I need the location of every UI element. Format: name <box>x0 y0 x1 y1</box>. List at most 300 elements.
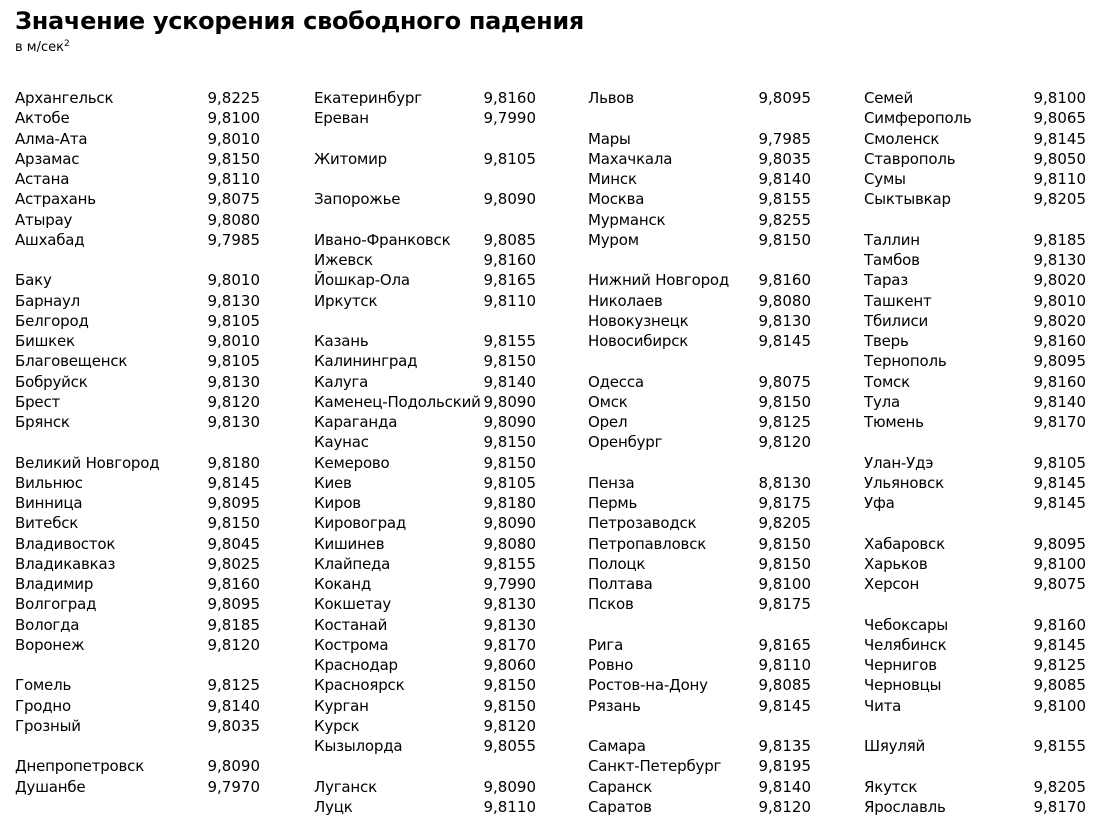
table-row <box>15 675 260 695</box>
table-row <box>588 513 811 533</box>
table-row <box>314 291 536 311</box>
table-row <box>588 88 811 108</box>
city-name: Гомель <box>15 676 72 695</box>
blank-row <box>314 210 536 230</box>
table-row <box>314 270 536 290</box>
table-row <box>588 696 811 716</box>
gravity-value: 9,8205 <box>1033 190 1086 209</box>
gravity-value: 9,8180 <box>483 494 536 512</box>
gravity-value: 9,8080 <box>758 291 811 310</box>
gravity-value: 9,8025 <box>207 554 260 573</box>
city-name: Тараз <box>864 271 909 290</box>
city-name: Вологда <box>15 615 80 634</box>
city-name: Орел <box>588 413 628 431</box>
gravity-value: 9,8170 <box>483 635 536 654</box>
gravity-value: 9,8085 <box>1033 676 1086 695</box>
table-row <box>588 270 811 290</box>
gravity-value: 9,8140 <box>758 777 811 796</box>
gravity-value: 9,8090 <box>483 514 536 533</box>
gravity-value: 9,8045 <box>207 534 260 553</box>
city-name: Харьков <box>864 554 928 573</box>
city-name: Уфа <box>864 494 895 512</box>
city-name: Чернигов <box>864 656 937 674</box>
city-name: Якутск <box>864 777 918 796</box>
table-row <box>588 493 811 513</box>
city-name: Томск <box>864 372 910 391</box>
table-row <box>864 392 1086 412</box>
table-row <box>864 736 1086 756</box>
table-row <box>864 270 1086 290</box>
gravity-value: 9,8090 <box>207 757 260 776</box>
table-row <box>588 169 811 189</box>
city-name: Архангельск <box>15 89 114 107</box>
gravity-value: 9,8130 <box>483 615 536 634</box>
city-name: Арзамас <box>15 149 80 168</box>
city-name: Чита <box>864 696 902 715</box>
city-name: Чебоксары <box>864 615 949 634</box>
city-name: Хабаровск <box>864 534 945 553</box>
city-name: Ярославль <box>864 797 946 816</box>
city-name: Ивано-Франковск <box>314 230 451 249</box>
city-name: Владивосток <box>15 534 116 553</box>
city-name: Омск <box>588 392 628 411</box>
city-name: Сумы <box>864 170 906 188</box>
gravity-value: 9,8060 <box>483 656 536 674</box>
city-name: Новосибирск <box>588 332 689 350</box>
gravity-value: 9,8160 <box>207 575 260 593</box>
table-row <box>15 473 260 493</box>
gravity-value: 9,8125 <box>1033 656 1086 674</box>
city-name: Кызылорда <box>314 737 403 755</box>
table-row <box>864 574 1086 594</box>
city-name: Калуга <box>314 372 369 391</box>
city-name: Каменец-Подольский <box>314 392 481 411</box>
city-name: Йошкар-Ола <box>314 271 410 290</box>
gravity-value: 9,8170 <box>1033 413 1086 431</box>
gravity-value: 9,8100 <box>1033 89 1086 107</box>
table-row <box>15 129 260 149</box>
blank-row <box>864 210 1086 230</box>
blank-row <box>15 736 260 756</box>
city-name: Кокшетау <box>314 595 392 614</box>
city-name: Смоленск <box>864 129 940 148</box>
city-name: Благовещенск <box>15 352 128 371</box>
table-row <box>314 453 536 473</box>
gravity-value: 9,8075 <box>1033 575 1086 593</box>
gravity-value: 9,8090 <box>483 777 536 796</box>
city-name: Псков <box>588 595 634 614</box>
gravity-value: 9,8120 <box>207 392 260 411</box>
table-row <box>588 392 811 412</box>
table-row <box>314 797 536 817</box>
table-row <box>864 169 1086 189</box>
table-row <box>588 594 811 614</box>
gravity-value: 9,8100 <box>1033 696 1086 715</box>
city-name: Астана <box>15 170 70 188</box>
gravity-value: 9,8145 <box>207 473 260 492</box>
table-row <box>314 635 536 655</box>
gravity-value: 9,8160 <box>483 251 536 269</box>
table-row <box>588 675 811 695</box>
blank-row <box>864 513 1086 533</box>
city-name: Ташкент <box>864 291 932 310</box>
blank-row <box>864 716 1086 736</box>
gravity-value: 9,8175 <box>758 494 811 512</box>
table-row <box>588 372 811 392</box>
table-row <box>15 554 260 574</box>
city-column-2 <box>314 88 536 817</box>
city-name: Калининград <box>314 352 418 371</box>
gravity-value: 9,8090 <box>483 413 536 431</box>
gravity-value: 9,8125 <box>758 413 811 431</box>
gravity-value: 9,8185 <box>1033 230 1086 249</box>
gravity-value: 9,8075 <box>758 372 811 391</box>
table-row <box>864 108 1086 128</box>
table-row <box>314 108 536 128</box>
table-row <box>314 412 536 432</box>
gravity-value: 9,8150 <box>758 230 811 249</box>
gravity-value: 9,8110 <box>483 291 536 310</box>
table-row <box>864 473 1086 493</box>
city-name: Ереван <box>314 109 369 128</box>
table-row <box>15 777 260 797</box>
city-name: Оренбург <box>588 433 663 452</box>
table-row <box>15 149 260 169</box>
table-row <box>588 291 811 311</box>
city-name: Новокузнецк <box>588 311 689 330</box>
blank-row <box>15 655 260 675</box>
gravity-value: 9,8095 <box>758 89 811 107</box>
gravity-value: 9,8155 <box>758 190 811 209</box>
city-name: Костанай <box>314 615 388 634</box>
city-name: Ашхабад <box>15 230 85 249</box>
gravity-value: 9,8065 <box>1033 109 1086 128</box>
gravity-value: 9,8150 <box>483 352 536 371</box>
units-subtitle <box>15 40 70 55</box>
gravity-value: 9,8010 <box>207 271 260 290</box>
gravity-value: 9,8225 <box>207 89 260 107</box>
gravity-value: 9,8150 <box>483 433 536 452</box>
gravity-value: 9,8010 <box>207 332 260 350</box>
city-name: Ульяновск <box>864 473 944 492</box>
city-name: Киров <box>314 494 361 512</box>
city-name: Одесса <box>588 372 644 391</box>
blank-row <box>864 432 1086 452</box>
city-name: Ижевск <box>314 251 373 269</box>
city-name: Тернополь <box>864 352 947 371</box>
gravity-value: 9,8095 <box>1033 352 1086 371</box>
table-row <box>15 291 260 311</box>
city-name: Баку <box>15 271 52 290</box>
city-name: Казань <box>314 332 369 350</box>
city-name: Бобруйск <box>15 372 88 391</box>
city-name: Винница <box>15 494 83 512</box>
city-name: Тверь <box>864 332 909 350</box>
table-row <box>15 210 260 230</box>
gravity-value: 9,8175 <box>758 595 811 614</box>
gravity-value: 9,7985 <box>207 230 260 249</box>
table-row <box>15 412 260 432</box>
table-row <box>864 311 1086 331</box>
gravity-value: 9,8105 <box>483 473 536 492</box>
table-row <box>864 635 1086 655</box>
gravity-value: 9,8180 <box>207 453 260 472</box>
city-name: Самара <box>588 737 646 755</box>
blank-row <box>864 594 1086 614</box>
city-name: Атырау <box>15 210 73 229</box>
table-row <box>864 554 1086 574</box>
city-name: Тюмень <box>864 413 924 431</box>
gravity-value: 9,8255 <box>758 210 811 229</box>
table-row <box>15 311 260 331</box>
gravity-value: 9,8160 <box>1033 332 1086 350</box>
city-column-3 <box>588 88 811 817</box>
blank-row <box>15 250 260 270</box>
gravity-value: 9,8165 <box>758 635 811 654</box>
city-name: Клайпеда <box>314 554 391 573</box>
gravity-value: 9,8105 <box>207 311 260 330</box>
table-row <box>588 554 811 574</box>
city-name: Краснодар <box>314 656 398 674</box>
city-name: Рязань <box>588 696 641 715</box>
gravity-value: 9,8105 <box>207 352 260 371</box>
table-row <box>314 331 536 351</box>
city-name: Воронеж <box>15 635 85 654</box>
gravity-value: 9,8155 <box>483 332 536 350</box>
gravity-value: 9,8095 <box>207 494 260 512</box>
city-name: Алма-Ата <box>15 129 88 148</box>
gravity-value: 9,8140 <box>207 696 260 715</box>
table-row <box>15 270 260 290</box>
table-row <box>314 351 536 371</box>
city-name: Коканд <box>314 575 372 593</box>
table-row <box>15 696 260 716</box>
city-name: Витебск <box>15 514 79 533</box>
gravity-value: 9,7970 <box>207 777 260 796</box>
city-name: Луцк <box>314 797 353 816</box>
table-row <box>588 189 811 209</box>
city-name: Мурманск <box>588 210 666 229</box>
city-name: Ровно <box>588 656 634 674</box>
blank-row <box>588 716 811 736</box>
city-name: Минск <box>588 170 637 188</box>
gravity-value: 9,7990 <box>483 575 536 593</box>
table-row <box>15 574 260 594</box>
blank-row <box>588 615 811 635</box>
table-row <box>15 351 260 371</box>
gravity-value: 9,7985 <box>758 129 811 148</box>
blank-row <box>314 169 536 189</box>
gravity-value: 9,8120 <box>483 716 536 735</box>
city-column-4 <box>864 88 1086 817</box>
city-name: Полтава <box>588 575 653 593</box>
gravity-value: 9,8150 <box>207 514 260 533</box>
blank-row <box>864 756 1086 776</box>
table-row <box>588 412 811 432</box>
table-row <box>314 696 536 716</box>
gravity-value: 9,8090 <box>483 190 536 209</box>
table-row <box>864 655 1086 675</box>
gravity-value: 9,8020 <box>1033 271 1086 290</box>
gravity-value: 9,8090 <box>483 392 536 411</box>
city-name: Курск <box>314 716 360 735</box>
table-row <box>15 615 260 635</box>
city-name: Пенза <box>588 473 635 492</box>
table-row <box>864 250 1086 270</box>
city-name: Петрозаводск <box>588 514 697 533</box>
table-row <box>864 331 1086 351</box>
table-row <box>588 635 811 655</box>
city-name: Тамбов <box>864 251 920 269</box>
city-name: Владикавказ <box>15 554 116 573</box>
table-row <box>864 777 1086 797</box>
table-row <box>588 473 811 493</box>
table-row <box>864 412 1086 432</box>
table-row <box>15 88 260 108</box>
gravity-value: 9,8085 <box>483 230 536 249</box>
gravity-value: 9,8150 <box>758 534 811 553</box>
table-row <box>864 696 1086 716</box>
blank-row <box>314 756 536 776</box>
table-row <box>314 189 536 209</box>
table-row <box>15 453 260 473</box>
table-row <box>314 513 536 533</box>
table-row <box>864 493 1086 513</box>
city-name: Тбилиси <box>864 311 929 330</box>
blank-row <box>588 108 811 128</box>
table-row <box>15 169 260 189</box>
gravity-value: 9,8075 <box>207 190 260 209</box>
blank-row <box>588 453 811 473</box>
city-name: Иркутск <box>314 291 378 310</box>
gravity-value: 9,8010 <box>207 129 260 148</box>
table-row <box>15 230 260 250</box>
blank-row <box>15 432 260 452</box>
city-name: Ставрополь <box>864 149 956 168</box>
city-name: Полоцк <box>588 554 646 573</box>
table-row <box>15 534 260 554</box>
city-name: Актобе <box>15 109 70 128</box>
blank-row <box>588 351 811 371</box>
city-name: Астрахань <box>15 190 96 209</box>
gravity-value: 9,8140 <box>1033 392 1086 411</box>
city-name: Луганск <box>314 777 377 796</box>
gravity-value: 9,8035 <box>207 716 260 735</box>
table-row <box>15 756 260 776</box>
table-row <box>588 534 811 554</box>
city-name: Черновцы <box>864 676 942 695</box>
city-name: Кишинев <box>314 534 385 553</box>
gravity-value: 9,8140 <box>758 170 811 188</box>
gravity-value: 9,8080 <box>483 534 536 553</box>
city-name: Красноярск <box>314 676 405 695</box>
table-row <box>588 574 811 594</box>
table-row <box>588 129 811 149</box>
table-row <box>314 250 536 270</box>
table-row <box>15 716 260 736</box>
city-name: Великий Новгород <box>15 453 160 472</box>
gravity-value: 9,8150 <box>483 696 536 715</box>
table-row <box>588 756 811 776</box>
city-name: Брест <box>15 392 61 411</box>
gravity-value: 9,8080 <box>207 210 260 229</box>
gravity-value: 9,8130 <box>1033 251 1086 269</box>
gravity-value: 9,8095 <box>207 595 260 614</box>
city-name: Санкт-Петербург <box>588 757 722 776</box>
gravity-value: 9,8100 <box>1033 554 1086 573</box>
city-name: Пермь <box>588 494 638 512</box>
gravity-value: 9,8130 <box>207 372 260 391</box>
table-row <box>864 675 1086 695</box>
city-name: Житомир <box>314 149 388 168</box>
city-name: Гродно <box>15 696 72 715</box>
gravity-value: 9,8160 <box>758 271 811 290</box>
table-row <box>314 615 536 635</box>
table-row <box>588 149 811 169</box>
gravity-value: 9,8150 <box>483 453 536 472</box>
city-name: Ростов-на-Дону <box>588 676 708 695</box>
gravity-value: 9,8100 <box>758 575 811 593</box>
table-row <box>864 351 1086 371</box>
city-name: Тула <box>864 392 901 411</box>
city-name: Запорожье <box>314 190 401 209</box>
table-row <box>864 291 1086 311</box>
blank-row <box>588 250 811 270</box>
city-name: Караганда <box>314 413 398 431</box>
table-row <box>588 311 811 331</box>
gravity-value: 9,8145 <box>1033 129 1086 148</box>
gravity-value: 9,8050 <box>1033 149 1086 168</box>
units-text: в м/сек <box>15 40 64 55</box>
city-column-1 <box>15 88 260 797</box>
gravity-value: 9,8170 <box>1033 797 1086 816</box>
table-row <box>314 594 536 614</box>
table-row <box>864 615 1086 635</box>
city-name: Таллин <box>864 230 920 249</box>
city-name: Семей <box>864 89 913 107</box>
gravity-value: 9,8145 <box>1033 494 1086 512</box>
table-row <box>15 493 260 513</box>
city-name: Рига <box>588 635 624 654</box>
table-row <box>864 189 1086 209</box>
gravity-value: 9,8130 <box>207 413 260 431</box>
gravity-value: 9,8130 <box>207 291 260 310</box>
table-row <box>15 189 260 209</box>
city-name: Барнаул <box>15 291 81 310</box>
table-row <box>314 392 536 412</box>
gravity-value: 9,8105 <box>1033 453 1086 472</box>
gravity-value: 9,8110 <box>1033 170 1086 188</box>
blank-row <box>314 129 536 149</box>
gravity-value: 9,8120 <box>207 635 260 654</box>
city-name: Саранск <box>588 777 653 796</box>
table-row <box>314 574 536 594</box>
table-row <box>314 777 536 797</box>
city-name: Муром <box>588 230 639 249</box>
gravity-value: 9,8130 <box>758 311 811 330</box>
table-row <box>864 534 1086 554</box>
gravity-value: 9,8165 <box>483 271 536 290</box>
city-name: Волгоград <box>15 595 97 614</box>
table-row <box>314 372 536 392</box>
table-row <box>314 716 536 736</box>
city-name: Кемерово <box>314 453 390 472</box>
city-name: Львов <box>588 89 634 107</box>
gravity-value: 9,8185 <box>207 615 260 634</box>
city-name: Вильнюс <box>15 473 83 492</box>
city-name: Киев <box>314 473 352 492</box>
city-name: Белгород <box>15 311 89 330</box>
